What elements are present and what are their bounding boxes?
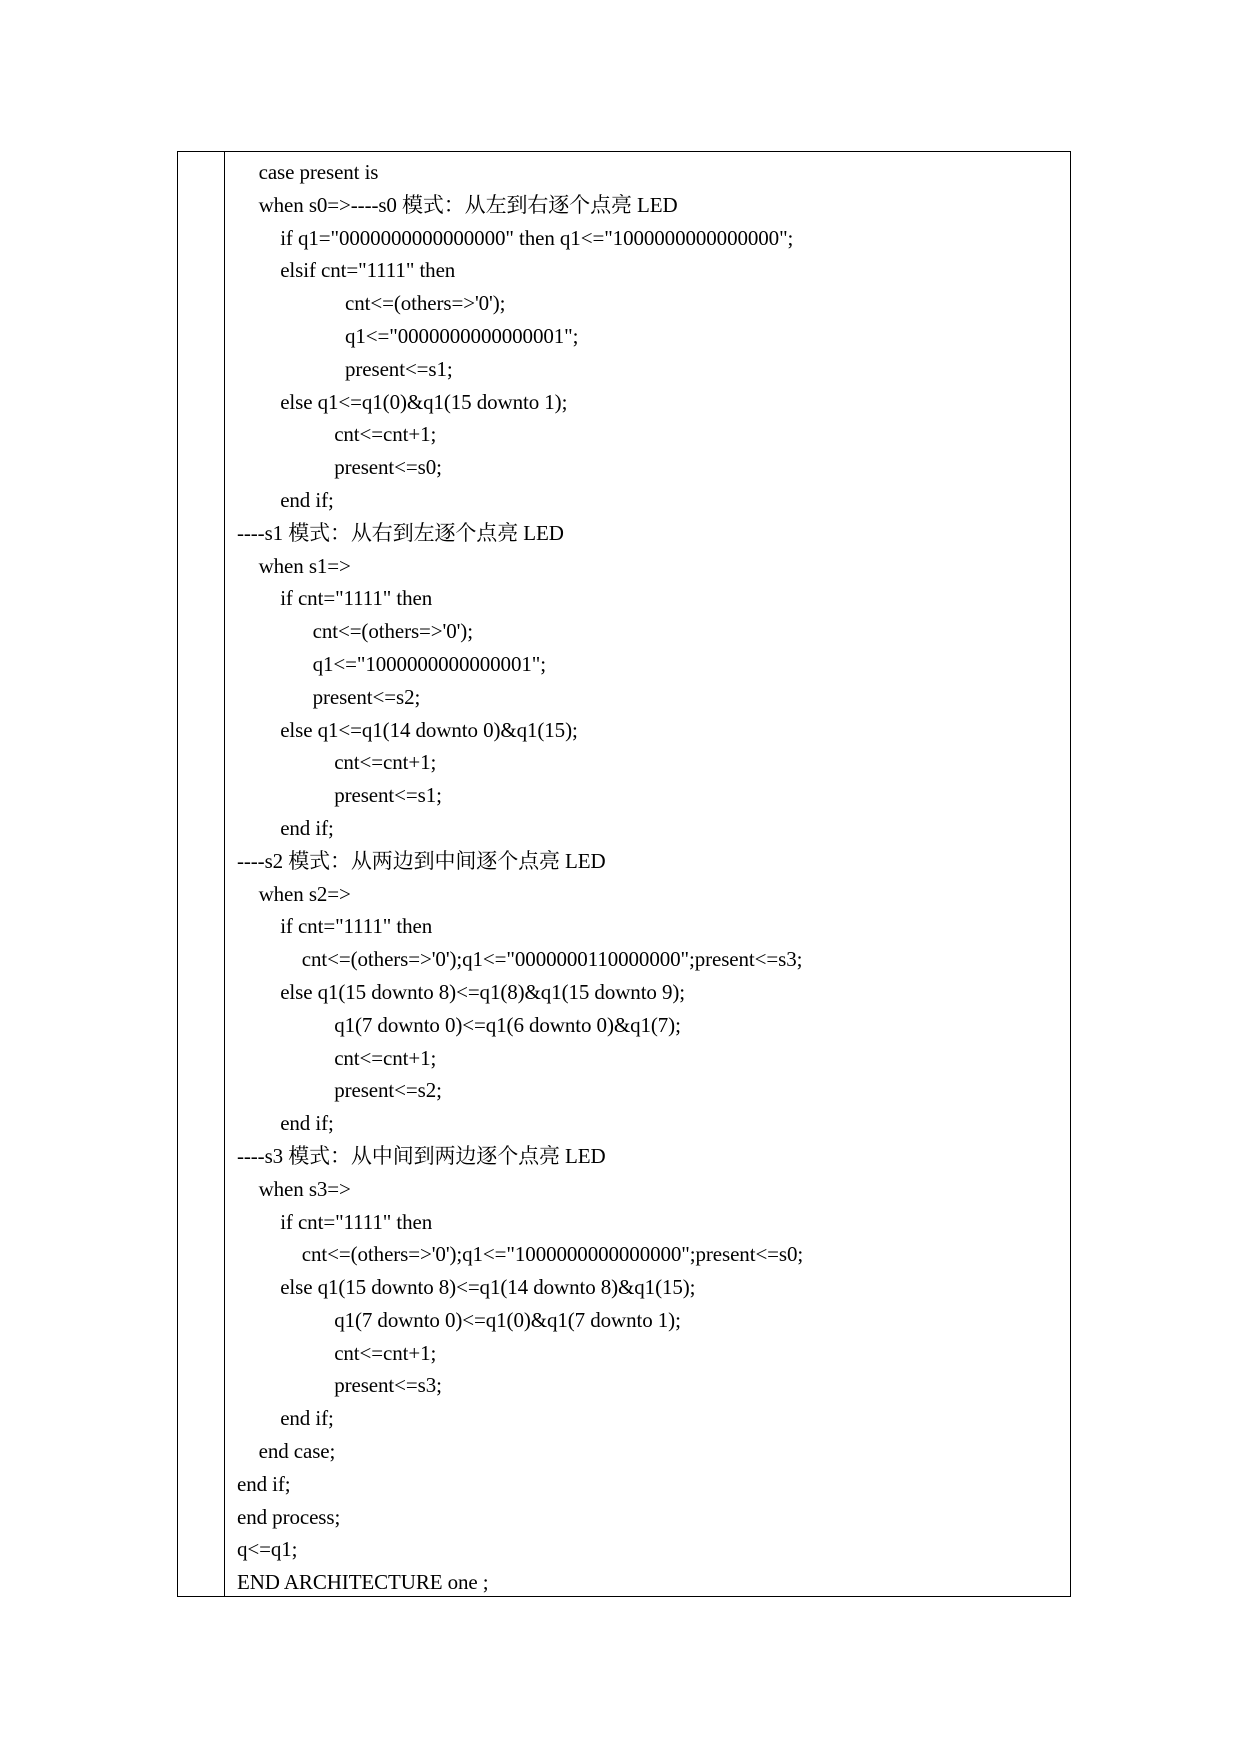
code-line: cnt<=(others=>'0');q1<="1000000000000000";present<=s0; xyxy=(301,1242,804,1267)
code-line: end if; xyxy=(280,487,334,512)
code-line: END ARCHITECTURE one ; xyxy=(237,1570,489,1595)
code-line: else q1(15 downto 8)<=q1(14 downto 8)&q1(15); xyxy=(280,1275,696,1300)
code-line: cnt<=(others=>'0');q1<="0000000110000000";present<=s3; xyxy=(301,947,803,972)
code-line: q1(7 downto 0)<=q1(6 downto 0)&q1(7); xyxy=(334,1012,681,1037)
code-line: ----s3 模式：从中间到两边逐个点亮 LED xyxy=(237,1143,606,1168)
code-line: when s0=>----s0 模式：从左到右逐个点亮 LED xyxy=(258,192,678,217)
code-line: cnt<=(others=>'0'); xyxy=(312,619,473,644)
code-line: end if; xyxy=(280,1111,334,1136)
code-line: elsif cnt="1111" then xyxy=(280,258,456,283)
code-line: ----s1 模式：从右到左逐个点亮 LED xyxy=(237,520,564,545)
code-line: when s3=> xyxy=(258,1176,351,1201)
code-line: else q1<=q1(0)&q1(15 downto 1); xyxy=(280,389,568,414)
code-line: if cnt="1111" then xyxy=(280,914,433,939)
code-table xyxy=(177,151,1071,1597)
code-cell xyxy=(225,152,1070,1596)
code-line: if q1="0000000000000000" then q1<="1000000000000000"; xyxy=(280,225,794,250)
code-line: present<=s2; xyxy=(312,684,421,709)
code-line: cnt<=cnt+1; xyxy=(334,1045,437,1070)
code-line: else q1(15 downto 8)<=q1(8)&q1(15 downto 9); xyxy=(280,979,686,1004)
code-line: q1<="1000000000000001"; xyxy=(312,651,546,676)
table-left-cell xyxy=(178,152,225,1596)
code-line: present<=s1; xyxy=(334,783,442,808)
code-line: ----s2 模式：从两边到中间逐个点亮 LED xyxy=(237,848,606,873)
code-line: when s2=> xyxy=(258,881,351,906)
code-line: present<=s0; xyxy=(334,455,442,480)
code-line: if cnt="1111" then xyxy=(280,1209,433,1234)
code-line: q<=q1; xyxy=(237,1537,298,1562)
code-line: q1(7 downto 0)<=q1(0)&q1(7 downto 1); xyxy=(334,1307,681,1332)
code-line: cnt<=(others=>'0'); xyxy=(345,291,506,316)
code-line: end if; xyxy=(280,1406,334,1431)
code-line: cnt<=cnt+1; xyxy=(334,1340,437,1365)
code-line: end case; xyxy=(258,1439,336,1464)
code-line: end if; xyxy=(237,1471,291,1496)
code-line: q1<="0000000000000001"; xyxy=(345,323,579,348)
code-line: cnt<=cnt+1; xyxy=(334,422,437,447)
code-line: present<=s1; xyxy=(345,356,453,381)
code-line: present<=s2; xyxy=(334,1078,442,1103)
code-line: case present is xyxy=(258,160,379,184)
code-line: if cnt="1111" then xyxy=(280,586,433,611)
code-line: cnt<=cnt+1; xyxy=(334,750,437,775)
code-listing xyxy=(225,156,1070,1599)
code-line: present<=s3; xyxy=(334,1373,442,1398)
code-line: end if; xyxy=(280,815,334,840)
code-line: end process; xyxy=(237,1504,341,1529)
code-line: else q1<=q1(14 downto 0)&q1(15); xyxy=(280,717,578,742)
code-line: when s1=> xyxy=(258,553,351,578)
